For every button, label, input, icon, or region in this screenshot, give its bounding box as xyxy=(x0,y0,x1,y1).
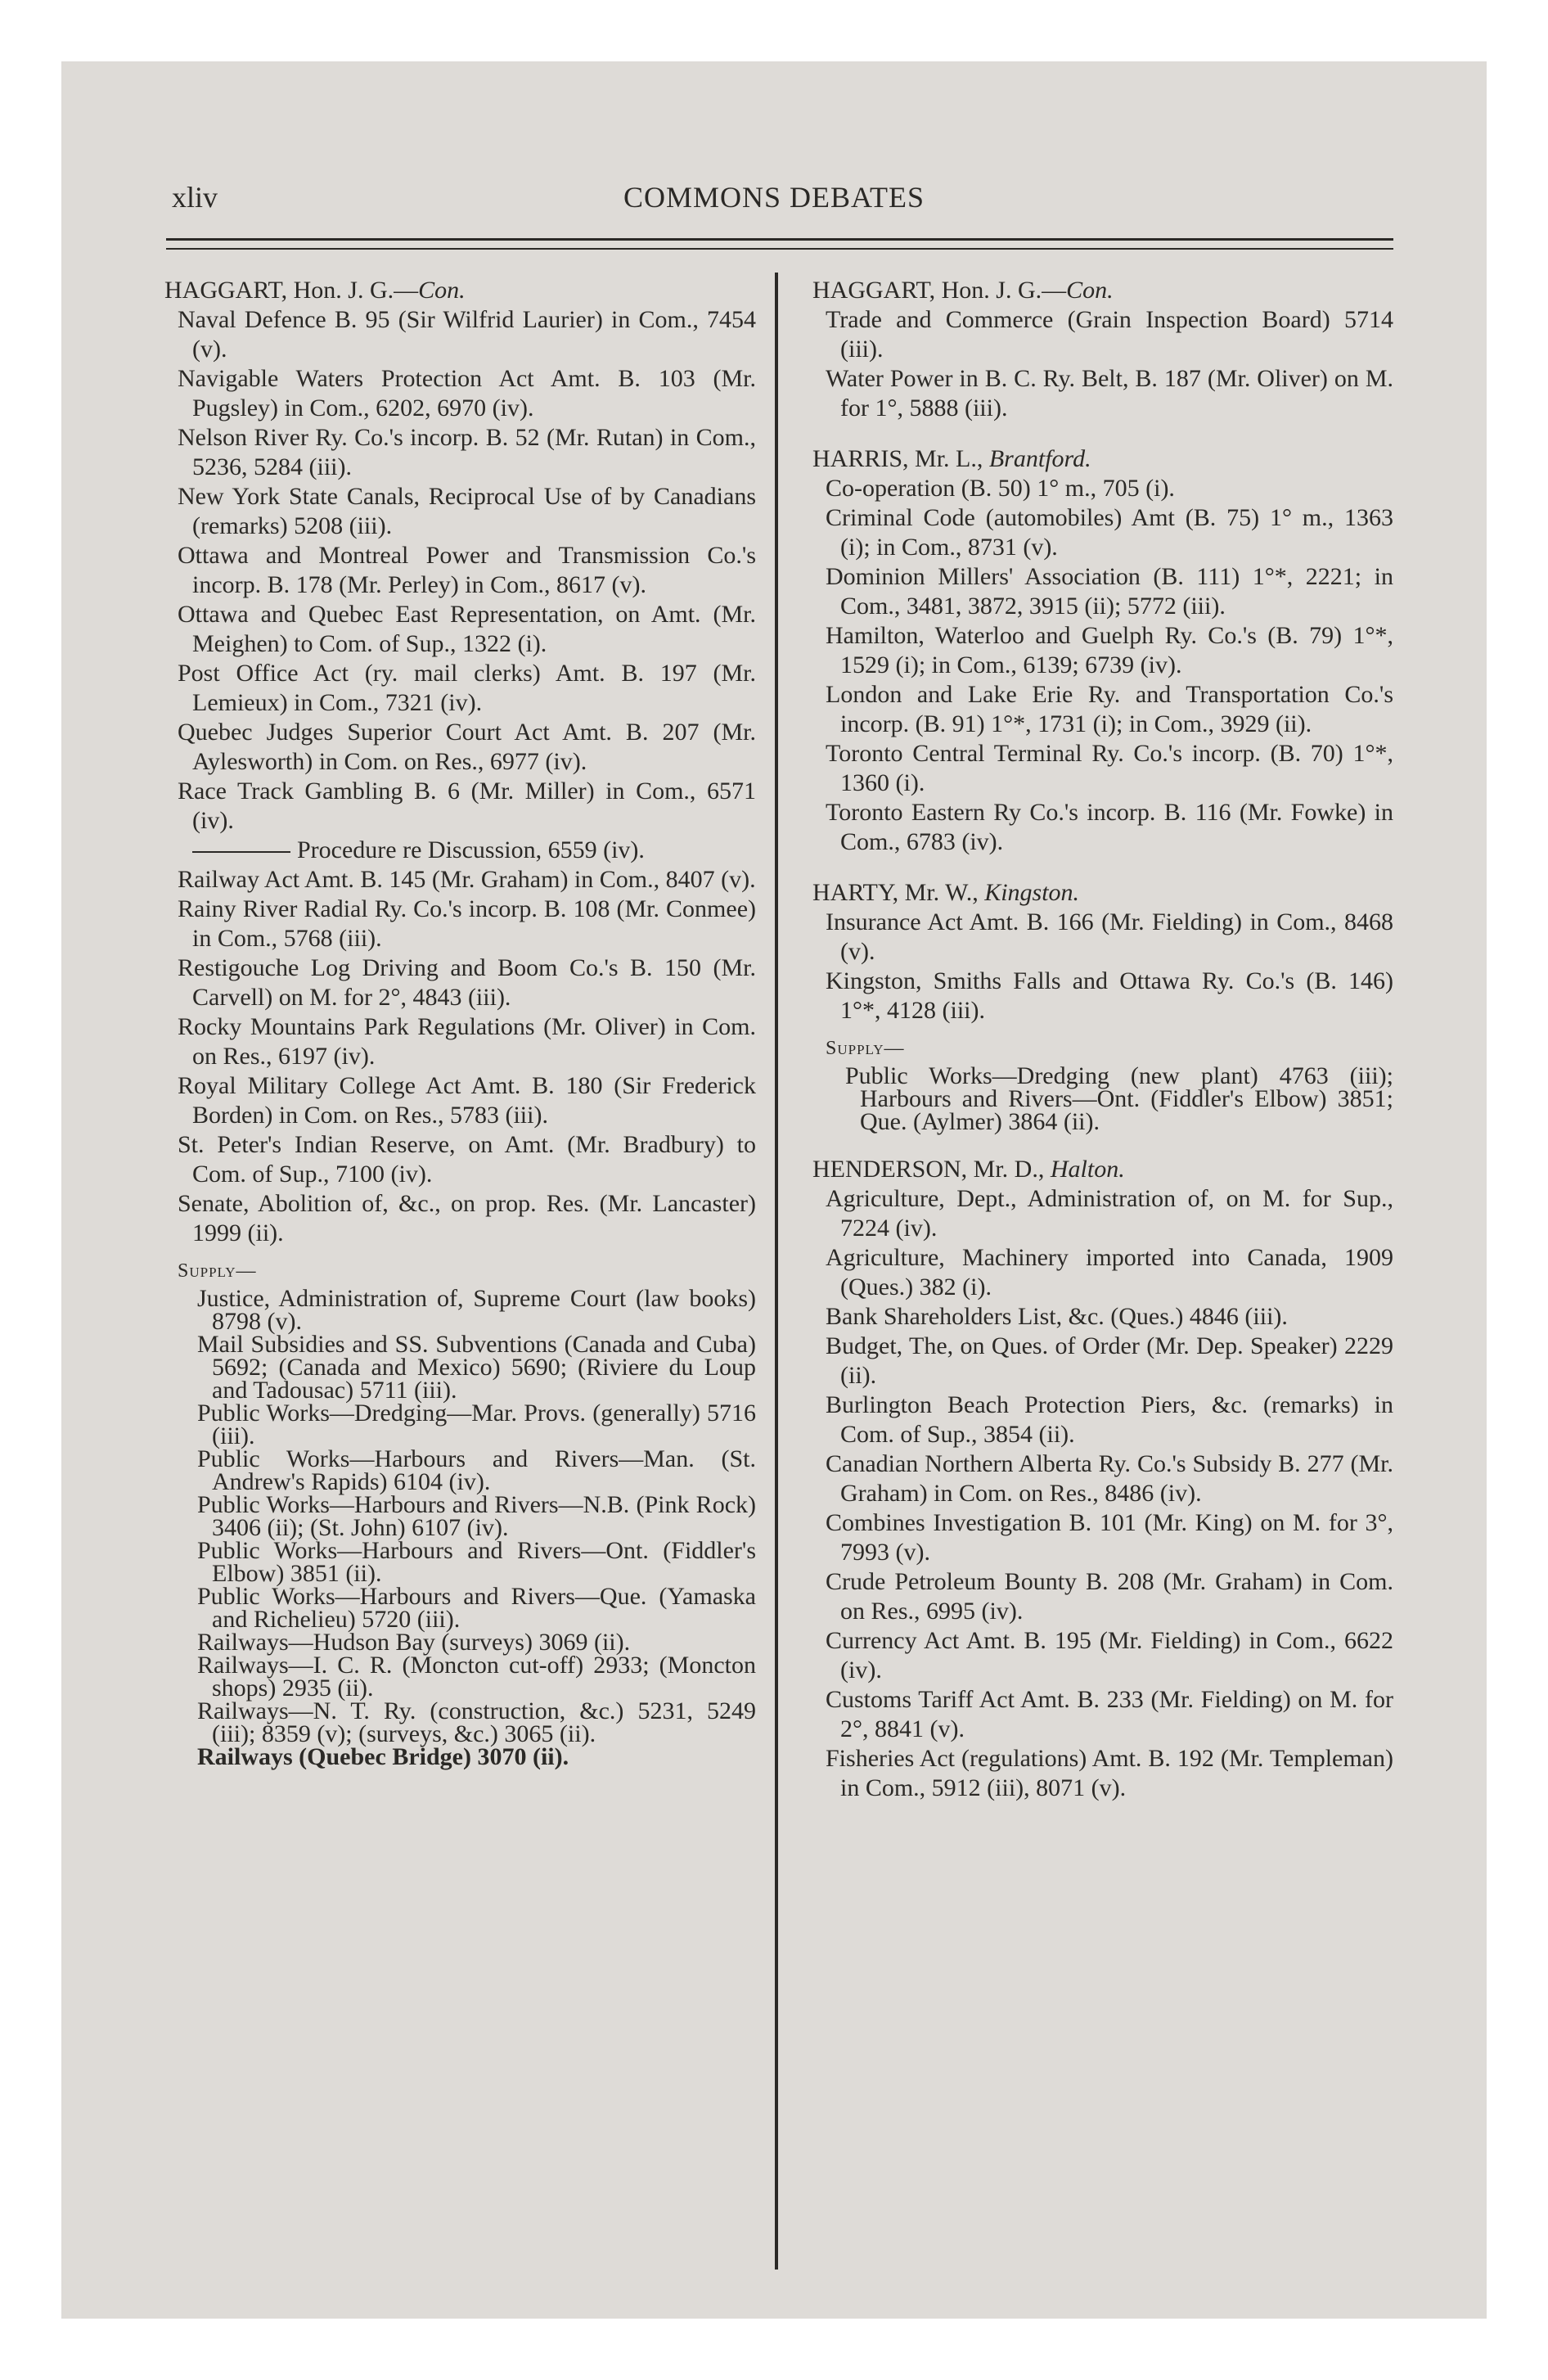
index-entry: Customs Tariff Act Amt. B. 233 (Mr. Fielding) on M. for 2°, 8841 (v). xyxy=(826,1686,1393,1742)
index-entry: Toronto Eastern Ry Co.'s incorp. B. 116 (Mr. Fowke) in Com., 6783 (iv). xyxy=(826,799,1393,855)
index-entry: Toronto Central Terminal Ry. Co.'s incorp. (B. 70) 1°*, 1360 (i). xyxy=(826,740,1393,796)
supply-item: Public Works—Dredging—Mar. Provs. (generally) 5716 (iii). xyxy=(197,1400,756,1449)
index-entry: Railway Act Amt. B. 145 (Mr. Graham) in Com., 8407 (v). xyxy=(178,866,756,893)
index-entry: Rainy River Radial Ry. Co.'s incorp. B. 108 (Mr. Conmee) in Com., 5768 (iii). xyxy=(178,895,756,952)
index-entry: New York State Canals, Reciprocal Use of by Canadians (remarks) 5208 (iii). xyxy=(178,483,756,539)
index-entry: Crude Petroleum Bounty B. 208 (Mr. Graham) in Com. on Res., 6995 (iv). xyxy=(826,1568,1393,1625)
index-entry: Currency Act Amt. B. 195 (Mr. Fielding) in Com., 6622 (iv). xyxy=(826,1627,1393,1684)
index-entry: London and Lake Erie Ry. and Transportation Co.'s incorp. (B. 91) 1°*, 1731 (i); in Com., 3929 (ii). xyxy=(826,681,1393,737)
index-entry: Co-operation (B. 50) 1° m., 705 (i). xyxy=(826,475,1175,502)
index-entry: Race Track Gambling B. 6 (Mr. Miller) in Com., 6571 (iv). xyxy=(178,778,756,834)
index-entry: Ottawa and Montreal Power and Transmission Co.'s incorp. B. 178 (Mr. Perley) in Com., 8617 (v). xyxy=(178,542,756,598)
page-number: xliv xyxy=(172,181,218,214)
supply-label: Supply— xyxy=(178,1260,257,1282)
index-entry: Quebec Judges Superior Court Act Amt. B. 207 (Mr. Aylesworth) in Com. on Res., 6977 (iv). xyxy=(178,719,756,775)
index-entry: Budget, The, on Ques. of Order (Mr. Dep. Speaker) 2229 (ii). xyxy=(826,1332,1393,1389)
index-entry: Rocky Mountains Park Regulations (Mr. Oliver) in Com. on Res., 6197 (iv). xyxy=(178,1013,756,1070)
index-entry: Insurance Act Amt. B. 166 (Mr. Fielding) in Com., 8468 (v). xyxy=(826,908,1393,965)
supply-item: Public Works—Dredging (new plant) 4763 (iii); Harbours and Rivers—Ont. (Fiddler's Elbow) 3851; Que. (Aylmer) 3864 (ii). xyxy=(845,1062,1393,1135)
index-entry: Navigable Waters Protection Act Amt. B. 103 (Mr. Pugsley) in Com., 6202, 6970 (iv). xyxy=(178,365,756,421)
index-entry: Criminal Code (automobiles) Amt (B. 75) 1° m., 1363 (i); in Com., 8731 (v). xyxy=(826,504,1393,561)
index-entry: Agriculture, Machinery imported into Canada, 1909 (Ques.) 382 (i). xyxy=(826,1244,1393,1300)
right-column xyxy=(812,276,1393,1803)
index-entry: Bank Shareholders List, &c. (Ques.) 4846 (iii). xyxy=(826,1303,1288,1330)
index-entry: Trade and Commerce (Grain Inspection Board) 5714 (iii). xyxy=(826,306,1393,363)
supply-item: Justice, Administration of, Supreme Court (law books) 8798 (v). xyxy=(197,1285,756,1335)
index-entry: Canadian Northern Alberta Ry. Co.'s Subsidy B. 277 (Mr. Graham) in Com. on Res., 8486 (iv). xyxy=(826,1450,1393,1507)
supply-item: Railways—Hudson Bay (surveys) 3069 (ii). xyxy=(197,1629,631,1656)
supply-item: Public Works—Harbours and Rivers—Que. (Yamaska and Richelieu) 5720 (iii). xyxy=(197,1583,756,1633)
member-heading: HENDERSON, Mr. D., Halton. xyxy=(812,1156,1125,1183)
index-entry: Post Office Act (ry. mail clerks) Amt. B. 197 (Mr. Lemieux) in Com., 7321 (iv). xyxy=(178,660,756,716)
member-heading: HARRIS, Mr. L., Brantford. xyxy=(812,445,1091,472)
page-title: COMMONS DEBATES xyxy=(623,181,925,214)
index-entry: Kingston, Smiths Falls and Ottawa Ry. Co.'s (B. 146) 1°*, 4128 (iii). xyxy=(826,967,1393,1024)
header-rule-thick xyxy=(166,238,1393,241)
index-entry: Dominion Millers' Association (B. 111) 1°*, 2221; in Com., 3481, 3872, 3915 (ii); 5772 (iii). xyxy=(826,563,1393,620)
index-entry: St. Peter's Indian Reserve, on Amt. (Mr. Bradbury) to Com. of Sup., 7100 (iv). xyxy=(178,1131,756,1188)
header-rule-thin xyxy=(166,248,1393,250)
supply-item: Railways—I. C. R. (Moncton cut-off) 2933; (Moncton shops) 2935 (ii). xyxy=(197,1652,756,1702)
supply-item: Railways—N. T. Ry. (construction, &c.) 5231, 5249 (iii); 8359 (v); (surveys, &c.) 3065 (ii). xyxy=(197,1697,756,1747)
index-entry: Nelson River Ry. Co.'s incorp. B. 52 (Mr. Rutan) in Com., 5236, 5284 (iii). xyxy=(178,424,756,480)
index-entry: Royal Military College Act Amt. B. 180 (Sir Frederick Borden) in Com. on Res., 5783 (iii). xyxy=(178,1072,756,1129)
index-entry: Restigouche Log Driving and Boom Co.'s B. 150 (Mr. Carvell) on M. for 2°, 4843 (iii). xyxy=(178,954,756,1011)
member-heading: HAGGART, Hon. J. G.—Con. xyxy=(164,277,466,304)
book-page xyxy=(61,61,1487,2319)
index-entry: Water Power in B. C. Ry. Belt, B. 187 (Mr. Oliver) on M. for 1°, 5888 (iii). xyxy=(826,365,1393,421)
supply-item: Public Works—Harbours and Rivers—N.B. (Pink Rock) 3406 (ii); (St. John) 6107 (iv). xyxy=(197,1491,756,1541)
supply-label: Supply— xyxy=(826,1038,905,1059)
column-divider xyxy=(775,273,778,2270)
index-entry: Burlington Beach Protection Piers, &c. (remarks) in Com. of Sup., 3854 (ii). xyxy=(826,1391,1393,1448)
ditto-dash xyxy=(192,851,290,853)
index-entry: Naval Defence B. 95 (Sir Wilfrid Laurier) in Com., 7454 (v). xyxy=(178,306,756,363)
index-entry: Fisheries Act (regulations) Amt. B. 192 (Mr. Templeman) in Com., 5912 (iii), 8071 (v). xyxy=(826,1745,1393,1801)
index-entry: Agriculture, Dept., Administration of, on M. for Sup., 7224 (iv). xyxy=(826,1185,1393,1242)
supply-item: Mail Subsidies and SS. Subventions (Canada and Cuba) 5692; (Canada and Mexico) 5690; (Riviere du Loup and Tadousac) 5711 (iii). xyxy=(197,1331,756,1404)
member-heading: HAGGART, Hon. J. G.—Con. xyxy=(812,277,1114,304)
index-subentry: Procedure re Discussion, 6559 (iv). xyxy=(164,836,756,865)
index-entry: Senate, Abolition of, &c., on prop. Res. (Mr. Lancaster) 1999 (ii). xyxy=(178,1190,756,1246)
member-heading: HARTY, Mr. W., Kingston. xyxy=(812,879,1080,906)
left-column xyxy=(164,276,756,1769)
index-entry: Ottawa and Quebec East Representation, on Amt. (Mr. Meighen) to Com. of Sup., 1322 (i). xyxy=(178,601,756,657)
supply-item: Railways (Quebec Bridge) 3070 (ii). xyxy=(197,1743,569,1770)
index-entry: Combines Investigation B. 101 (Mr. King) on M. for 3°, 7993 (v). xyxy=(826,1509,1393,1566)
index-entry: Hamilton, Waterloo and Guelph Ry. Co.'s (B. 79) 1°*, 1529 (i); in Com., 6139; 6739 (iv). xyxy=(826,622,1393,678)
supply-item: Public Works—Harbours and Rivers—Man. (St. Andrew's Rapids) 6104 (iv). xyxy=(197,1445,756,1495)
supply-item: Public Works—Harbours and Rivers—Ont. (Fiddler's Elbow) 3851 (ii). xyxy=(197,1537,756,1587)
